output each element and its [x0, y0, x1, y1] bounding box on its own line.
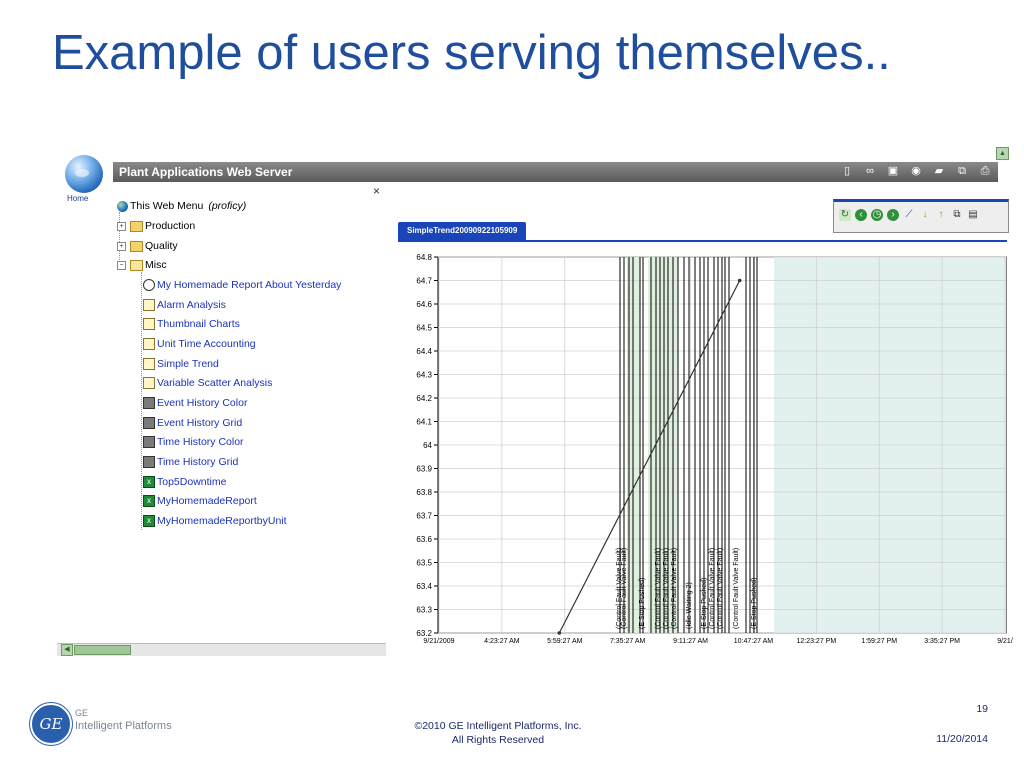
- report-icon: [143, 338, 155, 350]
- report-icon: [143, 377, 155, 389]
- home-label[interactable]: Home: [67, 194, 89, 203]
- collapse-minus-icon[interactable]: −: [117, 261, 126, 270]
- trend-data-point: [738, 279, 742, 283]
- y-tick-label: 63.2: [416, 629, 432, 638]
- slide-date: 11/20/2014: [936, 733, 988, 745]
- folder-label: Production: [145, 220, 196, 232]
- y-tick-label: 64.5: [416, 323, 432, 333]
- menu-item-variable-scatter-analysis[interactable]: [143, 376, 272, 390]
- menu-item-unit-time-accounting[interactable]: [143, 337, 256, 351]
- event-label: (E Stop Pushed): [751, 577, 758, 629]
- folder-icon[interactable]: ▰: [934, 165, 944, 177]
- trend-main-area: [386, 182, 1013, 655]
- menu-item-myhomemadereportbyunit[interactable]: [143, 514, 287, 528]
- y-tick-label: 63.3: [416, 605, 432, 615]
- calendar-icon[interactable]: ▣: [887, 165, 899, 177]
- menu-item-label: Event History Grid: [157, 417, 243, 429]
- x-tick-label: 1:59:27 PM: [861, 638, 898, 645]
- y-tick-label: 63.6: [416, 535, 432, 544]
- footer-brand: [75, 707, 172, 733]
- menu-item-label: Variable Scatter Analysis: [157, 377, 273, 389]
- scroll-up-button[interactable]: ▲: [996, 147, 1009, 160]
- tree-folder-production[interactable]: [117, 219, 195, 233]
- menu-item-label: Time History Grid: [157, 456, 239, 468]
- menu-item-top5downtime[interactable]: [143, 475, 226, 489]
- tree-folder-quality[interactable]: [117, 239, 178, 253]
- menu-item-homemade-report-yesterday[interactable]: [143, 278, 341, 292]
- tree-folder-misc[interactable]: [117, 258, 167, 272]
- ge-logo-text: GE: [39, 715, 63, 733]
- trend-data-point: [557, 631, 561, 635]
- menu-item-label: My Homemade Report About Yesterday: [157, 279, 342, 291]
- chart-icon[interactable]: ⟋: [905, 209, 913, 220]
- close-icon[interactable]: ×: [372, 184, 380, 198]
- events-icon: [143, 456, 155, 468]
- event-label: (Control Fault Valve Fault): [717, 547, 724, 629]
- menu-item-label: Simple Trend: [157, 358, 219, 370]
- menu-item-event-history-color[interactable]: [143, 396, 247, 410]
- y-tick-label: 64: [423, 441, 432, 450]
- footer-copyright: [380, 719, 616, 747]
- menu-item-label: Time History Color: [157, 436, 244, 448]
- app-title: Plant Applications Web Server: [119, 165, 293, 179]
- event-label: (Control Fault Valve Fault): [709, 547, 716, 629]
- expand-plus-icon[interactable]: +: [117, 242, 126, 251]
- folder-label: Misc: [145, 259, 167, 271]
- menu-item-label: Alarm Analysis: [157, 299, 226, 311]
- y-tick-label: 63.5: [416, 558, 432, 568]
- trend-toolbar: [833, 199, 1009, 233]
- menu-item-time-history-color[interactable]: [143, 435, 244, 449]
- x-tick-label: 12:23:27 PM: [796, 638, 837, 645]
- globe-search-icon[interactable]: ◉: [911, 165, 921, 177]
- menu-item-time-history-grid[interactable]: [143, 455, 238, 469]
- open-folder-icon: [130, 260, 143, 271]
- y-tick-label: 64.4: [416, 347, 432, 356]
- binoculars-icon[interactable]: ∞: [866, 165, 874, 177]
- refresh-icon[interactable]: ↻: [840, 209, 850, 220]
- folder-icon: [130, 241, 143, 252]
- event-label: (Control Fault Valve Fault): [655, 547, 662, 629]
- menu-item-label: Thumbnail Charts: [157, 318, 240, 330]
- trend-chart: [388, 250, 1013, 655]
- web-menu-panel: [113, 182, 387, 655]
- report-icon: [143, 318, 155, 330]
- x-tick-label: 5:59:27 AM: [547, 638, 583, 645]
- event-label: (Idle Waiting 2): [686, 582, 693, 629]
- menu-item-label: MyHomemadeReport: [157, 495, 257, 507]
- forward-icon[interactable]: ›: [887, 209, 899, 221]
- menu-item-label: Event History Color: [157, 397, 248, 409]
- event-label: (Control Fault Valve Fault): [621, 547, 628, 629]
- copy-icon[interactable]: ⧉: [953, 209, 961, 220]
- event-label: (E Stop Pushed): [701, 577, 708, 629]
- menu-item-simple-trend[interactable]: [143, 357, 219, 371]
- new-page-icon[interactable]: ▯: [843, 165, 851, 177]
- y-tick-label: 64.2: [416, 394, 432, 403]
- events-icon: [143, 436, 155, 448]
- y-tick-label: 63.4: [416, 582, 432, 591]
- x-tick-label: 9/21/2009: [423, 638, 455, 645]
- y-tick-label: 63.8: [416, 488, 432, 497]
- menu-item-event-history-grid[interactable]: [143, 416, 242, 430]
- menu-item-thumbnail-charts[interactable]: [143, 317, 240, 331]
- menu-item-label: Top5Downtime: [157, 476, 227, 488]
- menu-item-label: Unit Time Accounting: [157, 338, 256, 350]
- menu-item-label: MyHomemadeReportbyUnit: [157, 515, 287, 527]
- excel-icon: x: [143, 495, 155, 507]
- back-icon[interactable]: ‹: [855, 209, 867, 221]
- tree-connector: [141, 272, 142, 530]
- excel-icon: x: [143, 476, 155, 488]
- trend-tab[interactable]: SimpleTrend20090922105909: [398, 222, 526, 240]
- x-tick-label: 7:35:27 AM: [609, 638, 646, 645]
- event-label: (Control Fault Valve Fault): [733, 547, 740, 629]
- x-tick-label: 10:47:27 AM: [733, 638, 774, 645]
- horizontal-scrollbar[interactable]: [57, 643, 387, 656]
- brand-top: GE: [75, 708, 89, 718]
- menu-item-myhomemadereport[interactable]: [143, 494, 257, 508]
- x-tick-label: 9:11:27 AM: [673, 638, 709, 645]
- app-screenshot: [57, 145, 1013, 655]
- y-tick-label: 64.8: [416, 253, 432, 262]
- y-tick-label: 63.7: [416, 511, 432, 521]
- tree-root-item[interactable]: [117, 199, 246, 213]
- tree-root-owner: (proficy): [208, 200, 247, 212]
- report-icon: [143, 299, 155, 311]
- y-tick-label: 64.1: [416, 417, 432, 427]
- x-tick-label: 3:35:27 PM: [924, 638, 961, 645]
- clock-report-icon: [143, 279, 155, 291]
- print-icon[interactable]: ⎙: [980, 165, 990, 177]
- trend-tab-strip: [398, 240, 1007, 242]
- app-toolbar: [840, 164, 992, 178]
- scroll-left-button[interactable]: ◀: [61, 644, 73, 656]
- y-tick-label: 64.7: [416, 276, 432, 286]
- folder-icon: [130, 221, 143, 232]
- x-tick-label: 4:23:27 AM: [484, 638, 520, 645]
- save-icon[interactable]: ▤: [968, 209, 978, 220]
- download-icon[interactable]: ↓: [922, 209, 928, 220]
- slide-page-number: 19: [976, 703, 988, 715]
- x-tick-label: 9/21/: [997, 638, 1013, 645]
- y-tick-label: 64.3: [416, 370, 432, 380]
- home-globe-icon[interactable]: [65, 155, 103, 193]
- app-title-bar: [113, 162, 998, 182]
- events-icon: [143, 417, 155, 429]
- copy-icon[interactable]: ⧉: [958, 165, 966, 177]
- ge-logo: [30, 703, 72, 745]
- time-icon[interactable]: ◷: [872, 209, 882, 220]
- event-label: (Control Fault Valve Fault): [616, 547, 623, 629]
- brand-name: Intelligent Platforms: [75, 720, 172, 732]
- y-tick-label: 64.6: [416, 300, 432, 309]
- report-icon: [143, 358, 155, 370]
- web-menu-globe-icon: [117, 201, 128, 212]
- events-icon: [143, 397, 155, 409]
- upload-icon[interactable]: ↑: [938, 209, 944, 220]
- slide-title: Example of users serving themselves..: [52, 26, 891, 80]
- menu-item-alarm-analysis[interactable]: [143, 298, 226, 312]
- home-column: [57, 145, 113, 655]
- event-label: (Control Fault Valve Fault): [663, 547, 670, 629]
- excel-icon: x: [143, 515, 155, 527]
- event-label: (E Stop Pushed): [639, 577, 646, 629]
- tree-root-label: This Web Menu: [130, 200, 204, 212]
- y-tick-label: 63.9: [416, 464, 432, 474]
- copyright-line-1: ©2010 GE Intelligent Platforms, Inc.: [414, 720, 582, 732]
- folder-label: Quality: [145, 240, 178, 252]
- scrollbar-thumb[interactable]: [74, 645, 131, 655]
- expand-plus-icon[interactable]: +: [117, 222, 126, 231]
- copyright-line-2: All Rights Reserved: [451, 734, 545, 746]
- event-label: (Control Fault Valve Fault): [671, 547, 678, 629]
